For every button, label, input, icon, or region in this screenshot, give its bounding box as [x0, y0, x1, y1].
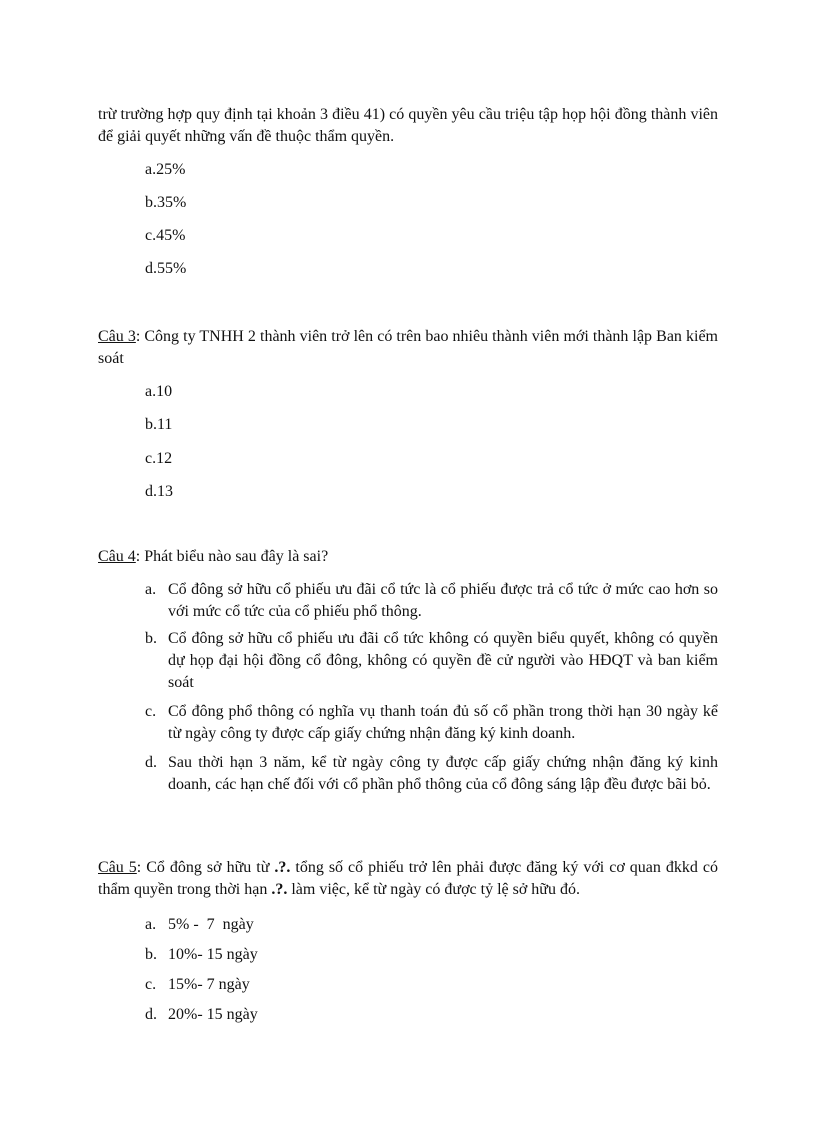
q4-option-c-letter: c.	[145, 703, 157, 720]
q5-option-d	[145, 1004, 258, 1026]
intro-option-a: a.25%	[145, 161, 186, 178]
q5-option-c-letter: c.	[145, 976, 157, 993]
q4-option-c-text: Cổ đông phổ thông có nghĩa vụ thanh toán đủ số cổ phần trong thời hạn 30 ngày kể từ ngày công ty được cấp giấy chứng nhận đăng ký kinh doanh.	[168, 703, 718, 742]
question-5-text-part1: : Cổ đông sở hữu từ	[136, 859, 275, 876]
q4-option-a	[145, 579, 718, 623]
q4-option-b	[145, 628, 718, 694]
intro-paragraph: trừ trường hợp quy định tại khoản 3 điều 41) có quyền yêu cầu triệu tập họp hội đồng thành viên để giải quyết những vấn đề thuộc thẩm quyền.	[98, 106, 718, 145]
intro-option-c: c.45%	[145, 227, 186, 244]
question-4	[98, 546, 718, 568]
question-3-text: : Công ty TNHH 2 thành viên trở lên có trên bao nhiêu thành viên mới thành lập Ban kiểm soát	[98, 328, 718, 367]
intro-option-d: d.55%	[145, 260, 187, 277]
q5-option-c	[145, 974, 250, 996]
question-5-text-part3: làm việc, kể từ ngày có được tỷ lệ sở hữu đó.	[287, 881, 580, 898]
q5-option-b	[145, 944, 258, 966]
q4-option-a-text: Cổ đông sở hữu cổ phiếu ưu đãi cổ tức là cổ phiếu được trả cổ tức ở mức cao hơn so với mức cổ tức của cổ phiếu phổ thông.	[168, 581, 718, 620]
question-5-blank-1: .?.	[274, 859, 291, 876]
q4-option-b-text: Cổ đông sở hữu cổ phiếu ưu đãi cổ tức không có quyền biểu quyết, không có quyền dự họp đại hội đồng cổ đông, không có quyền đề cử người vào HĐQT và ban kiểm soát	[168, 630, 718, 691]
question-5-text-part2: tổng số cổ phiếu trở lên phải được đăng ký với cơ quan đkkd có thẩm quyền trong thời hạn	[98, 859, 719, 898]
question-4-text: : Phát biểu nào sau đây là sai?	[135, 548, 329, 565]
q5-option-d-text: 20%- 15 ngày	[168, 1006, 258, 1023]
q5-option-a-text: 5% - 7 ngày	[168, 916, 254, 933]
q4-option-a-letter: a.	[145, 581, 157, 598]
q5-option-d-letter: d.	[145, 1006, 157, 1023]
q4-option-d	[145, 752, 718, 796]
q5-option-a	[145, 914, 254, 936]
q5-option-b-text: 10%- 15 ngày	[168, 946, 258, 963]
q3-option-c: c.12	[145, 450, 173, 467]
question-5-label: Câu 5	[98, 859, 137, 876]
q4-option-d-letter: d.	[145, 754, 157, 771]
question-5	[98, 857, 718, 901]
q5-option-b-letter: b.	[145, 946, 157, 963]
question-3	[98, 326, 718, 370]
q5-option-c-text: 15%- 7 ngày	[168, 976, 250, 993]
question-5-blank-2: .?.	[271, 881, 288, 898]
question-3-label: Câu 3	[98, 328, 136, 345]
q3-option-a: a.10	[145, 383, 173, 400]
question-4-label: Câu 4	[98, 548, 136, 565]
q4-option-d-text: Sau thời hạn 3 năm, kể từ ngày công ty được cấp giấy chứng nhận đăng ký kinh doanh, các hạn chế đối với cổ phần phổ thông của cổ đông sáng lập đều được bãi bỏ.	[168, 754, 718, 793]
intro-option-b: b.35%	[145, 194, 187, 211]
q3-option-b: b.11	[145, 416, 173, 433]
q3-option-d: d.13	[145, 483, 173, 500]
q4-option-c	[145, 701, 718, 745]
q5-option-a-letter: a.	[145, 916, 157, 933]
q4-option-b-letter: b.	[145, 630, 157, 647]
